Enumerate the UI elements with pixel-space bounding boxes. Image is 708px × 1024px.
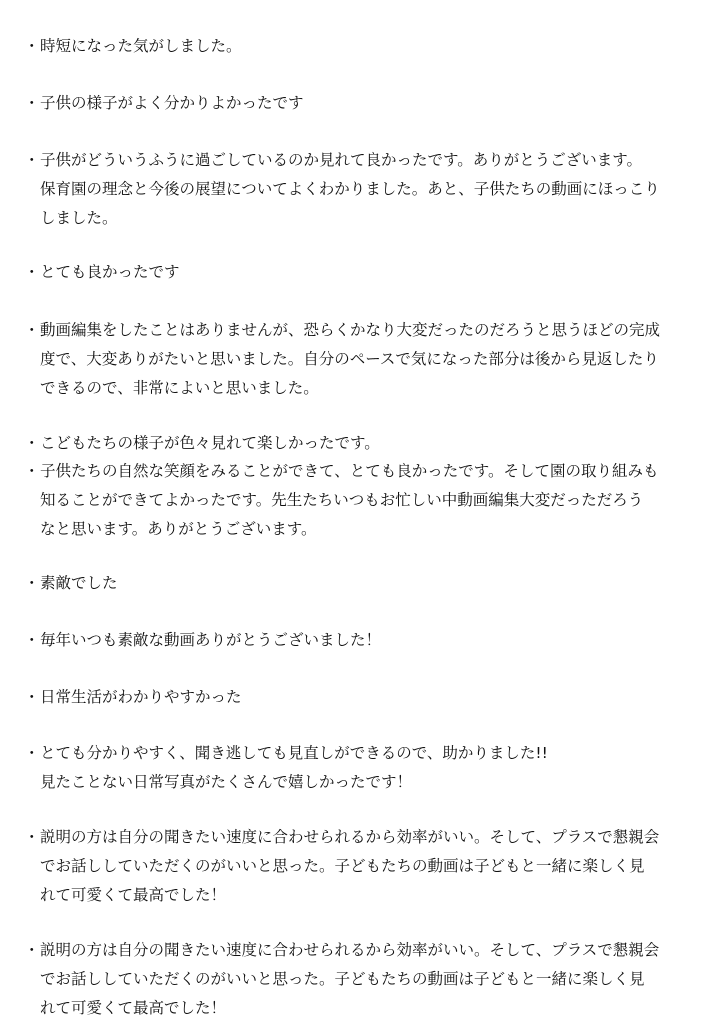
comment-line (0, 258, 708, 286)
bullet-mark: ・ (24, 828, 40, 846)
comment-line (0, 515, 708, 543)
comment-line (0, 626, 708, 654)
comment-text: れて可愛くて最高でした！ (40, 886, 227, 904)
comment-text: しました。 (40, 209, 118, 227)
comment-text: できるので、非常によいと思いました。 (40, 379, 319, 397)
comment-line (0, 569, 708, 597)
comment-line (0, 994, 708, 1022)
comment-text: でお話ししていただくのがいいと思った。子どもたちの動画は子どもと一緒に楽しく見 (40, 857, 645, 875)
comment-text: 見たことない日常写真がたくさんで嬉しかったです！ (40, 773, 413, 791)
comment-line (0, 486, 708, 514)
bullet-mark: ・ (24, 744, 40, 762)
bullet-mark: ・ (24, 688, 40, 706)
comment-line (0, 32, 708, 60)
comment-text: 子供たちの自然な笑顔をみることができて、とても良かったです。そして園の取り組みも (40, 462, 659, 480)
comment-text: 保育園の理念と今後の展望についてよくわかりました。あと、子供たちの動画にほっこり (40, 180, 660, 198)
bullet-mark: ・ (24, 462, 40, 480)
comment-line (0, 768, 708, 796)
bullet-mark: ・ (24, 321, 40, 339)
comment-text: とても良かったです (40, 263, 180, 281)
bullet-mark: ・ (24, 434, 40, 452)
comment-text: 説明の方は自分の聞きたい速度に合わせられるから効率がいい。そして、プラスで懇親会 (40, 941, 660, 959)
comment-text: 毎年いつも素敵な動画ありがとうございました！ (40, 631, 382, 649)
bullet-mark: ・ (24, 941, 40, 959)
comment-line (0, 852, 708, 880)
comment-line (0, 457, 708, 485)
comment-line (0, 146, 708, 174)
comment-text: でお話ししていただくのがいいと思った。子どもたちの動画は子どもと一緒に楽しく見 (40, 970, 645, 988)
bullet-mark: ・ (24, 37, 40, 55)
comment-text: こどもたちの様子が色々見れて楽しかったです。 (40, 434, 380, 452)
comment-text: 子供がどういうふうに過ごしているのか見れて良かったです。ありがとうございます。 (40, 151, 643, 169)
comment-line (0, 936, 708, 964)
comment-line (0, 739, 708, 767)
comment-line (0, 823, 708, 851)
comment-text: 素敵でした (40, 574, 118, 592)
comment-line (0, 89, 708, 117)
comment-line (0, 204, 708, 232)
comment-line (0, 316, 708, 344)
comment-text: 度で、大変ありがたいと思いました。自分のペースで気になった部分は後から見返したり (40, 350, 659, 368)
comment-text: 子供の様子がよく分かりよかったです (40, 94, 304, 112)
comment-text: なと思います。ありがとうございます。 (40, 520, 317, 538)
bullet-mark: ・ (24, 574, 40, 592)
bullet-mark: ・ (24, 151, 40, 169)
comment-text: 時短になった気がしました。 (40, 37, 242, 55)
comment-line (0, 881, 708, 909)
comment-line (0, 429, 708, 457)
comment-text: 動画編集をしたことはありませんが、恐らくかなり大変だったのだろうと思うほどの完成 (40, 321, 661, 339)
bullet-mark: ・ (24, 631, 40, 649)
comment-text: とても分かりやすく、聞き逃しても見直しができるので、助かりました!! (40, 744, 548, 762)
bullet-mark: ・ (24, 94, 40, 112)
bullet-mark: ・ (24, 263, 40, 281)
comment-line (0, 175, 708, 203)
comment-line (0, 965, 708, 993)
comment-text: れて可愛くて最高でした！ (40, 999, 227, 1017)
comment-line (0, 374, 708, 402)
comment-text: 日常生活がわかりやすかった (40, 688, 242, 706)
comment-line (0, 345, 708, 373)
comment-text: 知ることができてよかったです。先生たちいつもお忙しい中動画編集大変だっただろう (40, 491, 644, 509)
comment-text: 説明の方は自分の聞きたい速度に合わせられるから効率がいい。そして、プラスで懇親会 (40, 828, 660, 846)
comment-line (0, 683, 708, 711)
